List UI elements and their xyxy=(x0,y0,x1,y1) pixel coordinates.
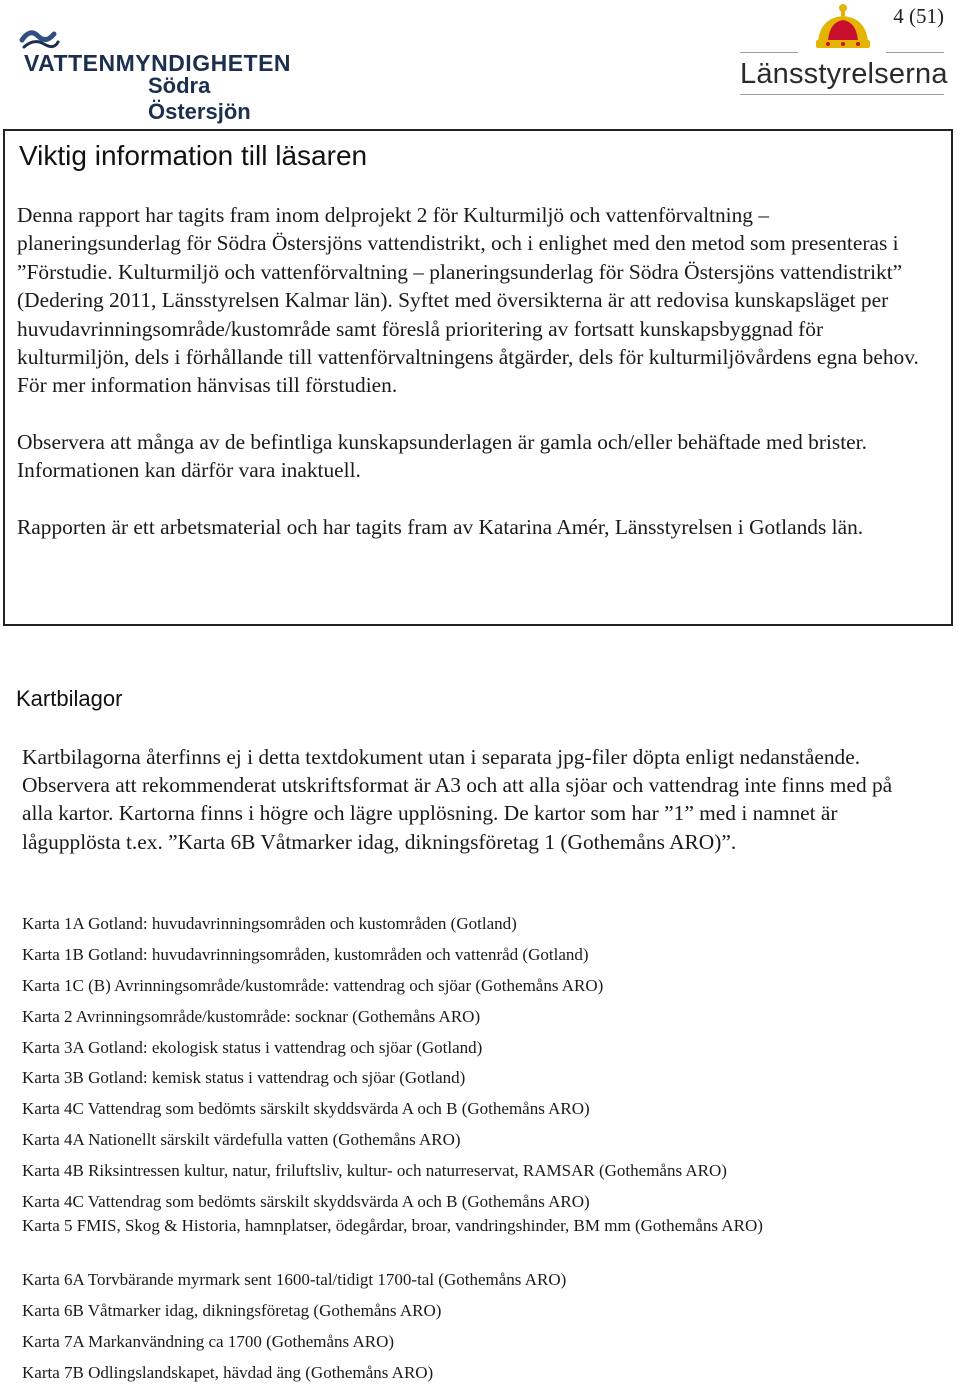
section-intro: Kartbilagorna återfinns ej i detta textdokument utan i separata jpg-filer döpta enligt nedanstående. Observera att rekommenderat utskriftsformat är A3 och att alla sjöar och vattendrag inte finns med på alla kartor. Kartorna finns i högre och lägre upplösning. De kartor som har ”1” med i namnet är lågupplösta t.ex. ”Karta 6B Våtmarker idag, dikningsföretag 1 (Gothemåns ARO)”. xyxy=(22,745,893,854)
logo-subtitle: Södra Östersjön xyxy=(148,73,251,124)
logo-divider xyxy=(740,94,944,95)
map-list-item: Karta 7B Odlingslandskapet, hävdad äng (Gothemåns ARO) xyxy=(22,1363,434,1382)
map-list-item: Karta 7A Markanvändning ca 1700 (Gothemåns ARO) xyxy=(22,1332,395,1351)
map-list-item: Karta 1A Gotland: huvudavrinningsområden och kustområden (Gotland) xyxy=(22,914,517,933)
map-list-item: Karta 4A Nationellt särskilt värdefulla vatten (Gothemåns ARO) xyxy=(22,1130,461,1149)
section-title: Kartbilagor xyxy=(16,686,123,711)
map-list-item: Karta 1B Gotland: huvudavrinningsområden, kustområden och vattenråd (Gotland) xyxy=(22,945,589,964)
info-body xyxy=(17,201,932,569)
crown-icon xyxy=(808,2,878,52)
map-list-item: Karta 6B Våtmarker idag, dikningsföretag (Gothemåns ARO) xyxy=(22,1301,442,1320)
info-paragraph: Rapporten är ett arbetsmaterial och har tagits fram av Katarina Amér, Länsstyrelsen i Gotlands län. xyxy=(17,514,864,539)
map-list-item: Karta 1C (B) Avrinningsområde/kustområde: vattendrag och sjöar (Gothemåns ARO) xyxy=(22,976,604,995)
map-list-item: Karta 2 Avrinningsområde/kustområde: socknar (Gothemåns ARO) xyxy=(22,1007,481,1026)
logo-divider xyxy=(886,52,944,53)
info-box xyxy=(3,129,953,626)
map-list-item: Karta 4C Vattendrag som bedömts särskilt skyddsvärda A och B (Gothemåns ARO) xyxy=(22,1192,590,1211)
vattenmyndigheten-logo xyxy=(18,20,298,124)
page-number: 4 (51) xyxy=(893,4,944,28)
info-title: Viktig information till läsaren xyxy=(19,140,368,171)
map-list-item: Karta 4B Riksintressen kultur, natur, friluftsliv, kultur- och naturreservat, RAMSAR (Gothemåns ARO) xyxy=(22,1161,727,1180)
map-list-item: Karta 4C Vattendrag som bedömts särskilt skyddsvärda A och B (Gothemåns ARO) xyxy=(22,1099,590,1118)
logo-wordmark: VATTENMYNDIGHETEN xyxy=(24,50,292,76)
map-list-item: Karta 6A Torvbärande myrmark sent 1600-tal/tidigt 1700-tal (Gothemåns ARO) xyxy=(22,1270,567,1289)
lansstyrelserna-logo xyxy=(738,2,948,98)
logo-divider xyxy=(740,52,798,53)
info-paragraph: Observera att många av de befintliga kunskapsunderlagen är gamla och/eller behäftade med brister. Informationen kan därför vara inaktuell. xyxy=(17,429,867,483)
map-list-item: Karta 5 FMIS, Skog & Historia, hamnplatser, ödegårdar, broar, vandringshinder, BM mm (Gothemåns ARO) xyxy=(22,1216,763,1235)
logo-name: Länsstyrelserna xyxy=(740,58,948,90)
info-paragraph: Denna rapport har tagits fram inom delprojekt 2 för Kulturmiljö och vattenförvaltning – planeringsunderlag för Södra Östersjöns vattendistrikt, och i enlighet med den metod som presenteras i ”Förstudie. Kulturmiljö och vattenförvaltning – planeringsunderlag för Södra Östersjöns vattendistrikt” (Dedering 2011, Länsstyrelsen Kalmar län). Syftet med översikterna är att redovisa kunskapsläget per huvudavrinningsområde/kustområde samt föreslå prioritering av fortsatt kunskapsbyggnad för kulturmiljön, dels i förhållande till vattenförvaltningens åtgärder, dels för kulturmiljövårdens egna behov. För mer information hänvisas till förstudien. xyxy=(17,203,919,398)
wave-icon xyxy=(18,20,298,52)
map-list-item: Karta 3B Gotland: kemisk status i vattendrag och sjöar (Gotland) xyxy=(22,1068,466,1087)
map-list-item: Karta 3A Gotland: ekologisk status i vattendrag och sjöar (Gotland) xyxy=(22,1038,483,1057)
